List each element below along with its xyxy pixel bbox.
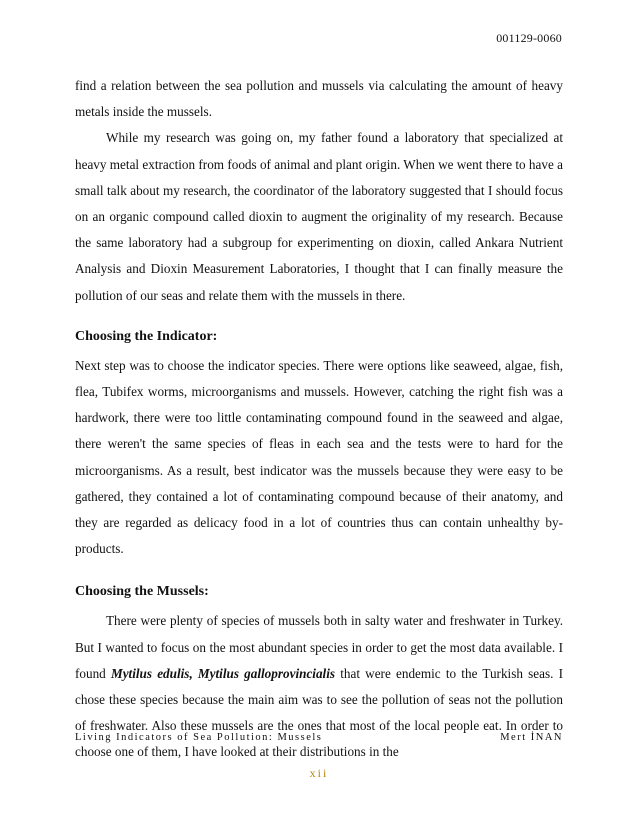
footer-author: Mert İNAN — [500, 732, 563, 743]
page-content — [75, 73, 563, 766]
paragraph-continuation: find a relation between the sea pollution and mussels via calculating the amount of heavy metals inside the mussels. — [75, 78, 563, 120]
paragraph-mussels-text-2: that were endemic to the Turkish seas. I chose these species because the main aim was to see the pollution of seas not the pollution of freshwater. Also these mussels are the ones that most of the local people eat. In order to choose one of them, I have looked at their distributions in the — [75, 665, 563, 760]
paragraph-laboratory: While my research was going on, my father found a laboratory that specialized at heavy metal extraction from foods of animal and plant origin. When we went there to have a small talk about my research, the coordinator of the laboratory suggested that I should focus on an organic compound called dioxin to augment the originality of my research. Because the same laboratory had a subgroup for experimenting on dioxin, called Ankara Nutrient Analysis and Dioxin Measurement Laboratories, I thought that I can finally measure the pollution of our seas and relate them with the mussels in there. — [75, 130, 563, 303]
footer-title: Living Indicators of Sea Pollution: Mussels — [75, 732, 323, 743]
page-number: xii — [309, 766, 329, 780]
heading-choosing-indicator: Choosing the Indicator: — [75, 328, 218, 344]
document-id: 001129-0060 — [496, 31, 562, 45]
species-names: Mytilus edulis, Mytilus galloprovincialis — [110, 665, 336, 681]
paragraph-mussels-text-1: There were plenty of species of mussels both in salty water and freshwater in Turkey. But I wanted to focus on the most abundant species in order to get the most data available. I found — [75, 613, 563, 681]
paragraph-indicator: Next step was to choose the indicator species. There were options like seaweed, algae, fish, flea, Tubifex worms, microorganisms and mussels. However, catching the right fish was a hardwork, there were too little contaminating compound found in the seaweed and algae, there weren't the same species of fleas in each sea and the tests were to hard for the microorganisms. As a result, best indicator was the mussels because they were easy to be gathered, they contained a lot of contaminating compound because of their anatomy, and they are regarded as delicacy food in a lot of countries thus can contain unhealthy by-products. — [75, 357, 563, 557]
heading-choosing-mussels: Choosing the Mussels: — [75, 584, 209, 600]
